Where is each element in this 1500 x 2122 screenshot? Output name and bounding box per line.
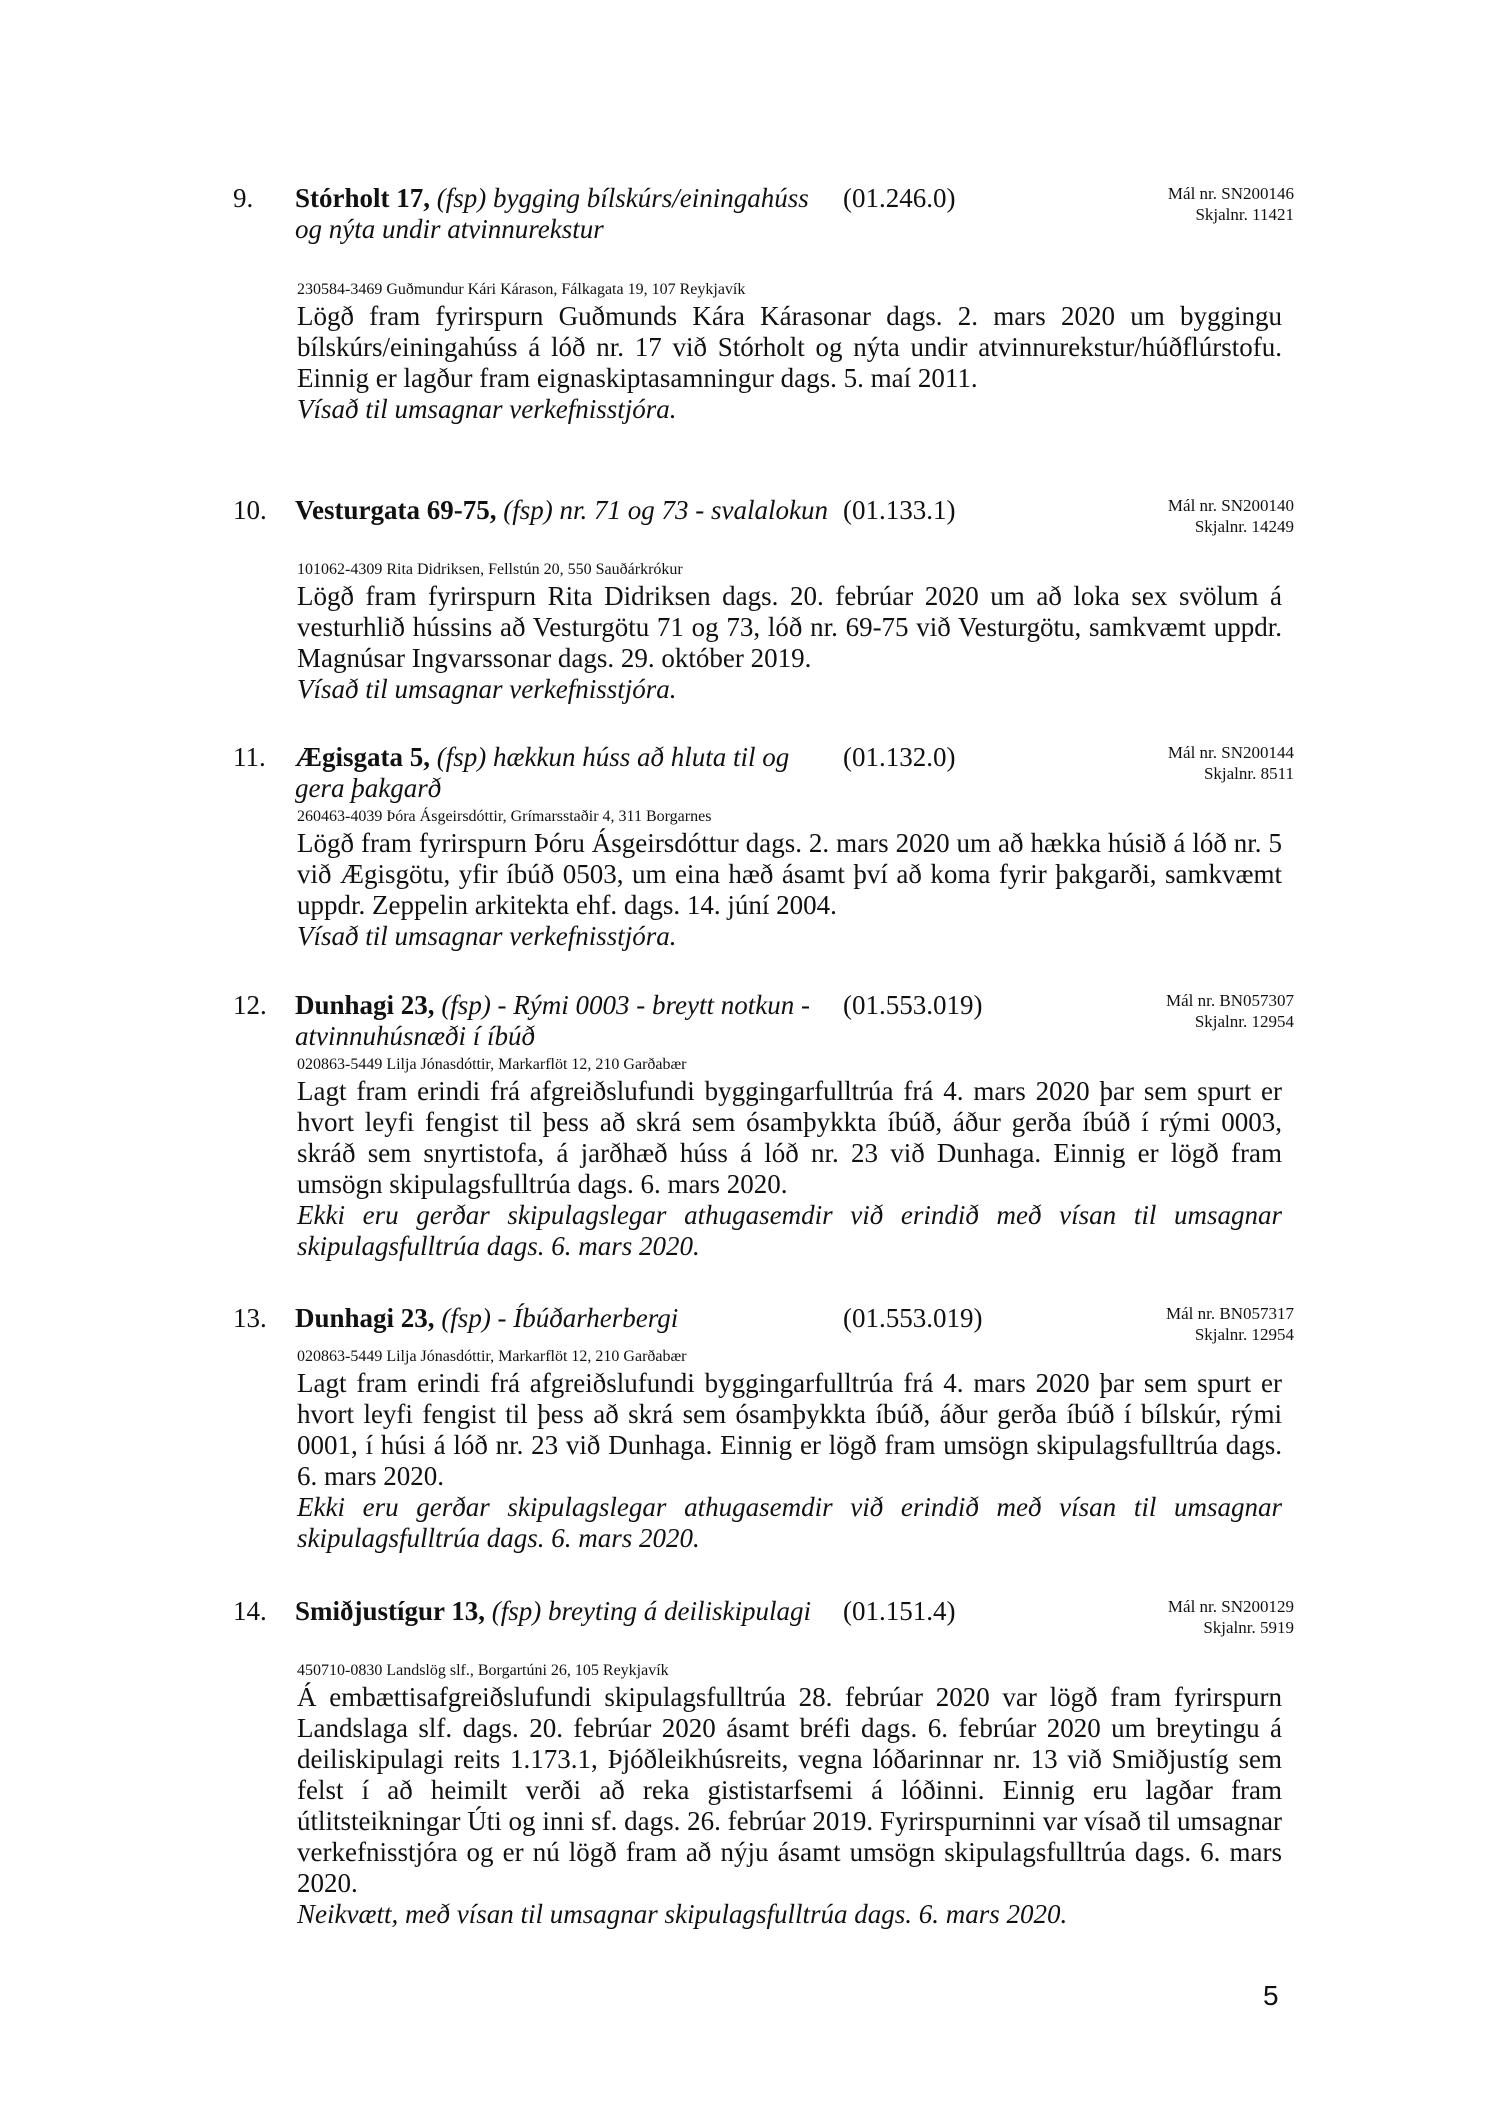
- item-street: Dunhagi 23,: [295, 1303, 435, 1333]
- case-number: Mál nr. SN200146: [1167, 184, 1294, 203]
- case-number: Mál nr. SN200140: [1167, 496, 1294, 515]
- item-description: Lögð fram fyrirspurn Þóru Ásgeirsdóttur dags. 2. mars 2020 um að hækka húsið á lóð nr. 5 við Ægisgötu, yfir íbúð 0503, um eina hæð ásamt því að koma fyrir þakgarði, samkvæmt uppdr. Zeppelin arkitekta ehf. dags. 14. júní 2004.: [297, 828, 1282, 920]
- item-subject: (fsp) nr. 71 og 73 - svalalokun: [503, 495, 828, 525]
- item-description: Lagt fram erindi frá afgreiðslufundi byggingarfulltrúa frá 4. mars 2020 þar sem spurt er hvort leyfi fengist til þess að skrá sem ósamþykkta íbúð, áður gerða íbúð í bílskúr, rými 0001, í húsi á lóð nr. 23 við Dunhaga. Einnig er lögð fram umsögn skipulagsfulltrúa dags. 6. mars 2020.: [297, 1368, 1282, 1491]
- item-subject: (fsp) - Rými 0003 - breytt notkun - atvinnuhúsnæði í íbúð: [295, 990, 810, 1051]
- item-conclusion: Vísað til umsagnar verkefnisstjóra.: [297, 921, 677, 951]
- item-body: [297, 1368, 1282, 1554]
- item-conclusion: Neikvætt, með vísan til umsagnar skipulagsfulltrúa dags. 6. mars 2020.: [297, 1899, 1068, 1929]
- item-body: [297, 828, 1282, 952]
- case-number: Mál nr. BN057307: [1166, 991, 1294, 1010]
- item-street: Stórholt 17,: [295, 183, 430, 213]
- item-code: (01.151.4): [843, 1596, 956, 1626]
- applicant-line: 101062-4309 Rita Didriksen, Fellstún 20, 550 Sauðárkrókur: [297, 561, 683, 578]
- case-reference: [1166, 1303, 1294, 1345]
- document-number: Skjalnr. 5919: [1203, 1618, 1294, 1637]
- item-title: [295, 183, 835, 245]
- item-subject: (fsp) - Íbúðarherbergi: [441, 1303, 679, 1333]
- item-code: (01.553.019): [843, 990, 983, 1020]
- item-title: [295, 1596, 835, 1627]
- item-conclusion: Vísað til umsagnar verkefnisstjóra.: [297, 674, 677, 704]
- case-reference: [1166, 990, 1294, 1032]
- item-title: [295, 495, 835, 526]
- item-description: Lögð fram fyrirspurn Guðmunds Kára Kárasonar dags. 2. mars 2020 um byggingu bílskúrs/einingahúss á lóð nr. 17 við Stórholt og nýta undir atvinnurekstur/húðflúrstofu. Einnig er lagður fram eignaskiptasamningur dags. 5. maí 2011.: [297, 301, 1282, 393]
- item-number: 14.: [233, 1596, 267, 1626]
- page-number: 5: [1263, 1980, 1279, 2011]
- case-reference: [1168, 1596, 1294, 1638]
- case-number: Mál nr. SN200129: [1167, 1597, 1294, 1616]
- case-number: Mál nr. BN057317: [1166, 1304, 1294, 1323]
- item-subject: (fsp) breyting á deiliskipulagi: [491, 1596, 811, 1626]
- item-body: [297, 1076, 1282, 1262]
- item-street: Smiðjustígur 13,: [295, 1596, 486, 1626]
- case-reference: [1168, 495, 1294, 537]
- item-description: Lagt fram erindi frá afgreiðslufundi byggingarfulltrúa frá 4. mars 2020 þar sem spurt er hvort leyfi fengist til þess að skrá sem ósamþykkta íbúð, áður gerða íbúð í rými 0003, skráð sem snyrtistofa, á jarðhæð húss á lóð nr. 23 við Dunhaga. Einnig er lögð fram umsögn skipulagsfulltrúa dags. 6. mars 2020.: [297, 1076, 1282, 1199]
- item-description: Lögð fram fyrirspurn Rita Didriksen dags. 20. febrúar 2020 um að loka sex svölum á vesturhlið hússins að Vesturgötu 71 og 73, lóð nr. 69-75 við Vesturgötu, samkvæmt uppdr. Magnúsar Ingvarssonar dags. 29. október 2019.: [297, 581, 1282, 673]
- item-title: [295, 1303, 835, 1334]
- document-number: Skjalnr. 12954: [1194, 1325, 1294, 1344]
- item-body: [297, 301, 1282, 425]
- item-number: 10.: [233, 495, 267, 525]
- item-number: 9.: [233, 183, 254, 213]
- case-reference: [1168, 742, 1294, 784]
- item-conclusion: Ekki eru gerðar skipulagslegar athugasemdir við erindið með vísan til umsagnar skipulagsfulltrúa dags. 6. mars 2020.: [297, 1200, 1282, 1261]
- item-street: Vesturgata 69-75,: [295, 495, 497, 525]
- case-number: Mál nr. SN200144: [1167, 743, 1294, 762]
- item-number: 12.: [233, 990, 267, 1020]
- item-code: (01.553.019): [843, 1303, 983, 1333]
- item-number: 11.: [233, 742, 266, 772]
- document-number: Skjalnr. 8511: [1203, 764, 1294, 783]
- item-conclusion: Vísað til umsagnar verkefnisstjóra.: [297, 394, 677, 424]
- item-code: (01.246.0): [843, 183, 956, 213]
- document-number: Skjalnr. 11421: [1195, 205, 1294, 224]
- item-body: [297, 581, 1282, 705]
- item-street: Dunhagi 23,: [295, 990, 435, 1020]
- item-code: (01.132.0): [843, 742, 956, 772]
- item-code: (01.133.1): [843, 495, 956, 525]
- document-number: Skjalnr. 14249: [1194, 517, 1294, 536]
- item-body: [297, 1682, 1282, 1930]
- applicant-line: 450710-0830 Landslög slf., Borgartúni 26, 105 Reykjavík: [297, 1662, 669, 1679]
- document-number: Skjalnr. 12954: [1194, 1012, 1294, 1031]
- applicant-line: 020863-5449 Lilja Jónasdóttir, Markarflöt 12, 210 Garðabær: [297, 1348, 687, 1365]
- applicant-line: 230584-3469 Guðmundur Kári Kárason, Fálkagata 19, 107 Reykjavík: [297, 281, 746, 298]
- item-subject: (fsp) bygging bílskúrs/einingahúss og nýta undir atvinnurekstur: [295, 183, 809, 244]
- item-title: [295, 990, 835, 1052]
- applicant-line: 260463-4039 Þóra Ásgeirsdóttir, Grímarsstaðir 4, 311 Borgarnes: [297, 808, 712, 825]
- case-reference: [1168, 183, 1294, 225]
- item-title: [295, 742, 835, 804]
- item-description: Á embættisafgreiðslufundi skipulagsfulltrúa 28. febrúar 2020 var lögð fram fyrirspurn Landslaga slf. dags. 20. febrúar 2020 ásamt bréfi dags. 6. febrúar 2020 um breytingu á deiliskipulagi reits 1.173.1, Þjóðleikhúsreits, vegna lóðarinnar nr. 13 við Smiðjustíg sem felst í að heimilt verði að reka gististarfsemi á lóðinni. Einnig eru lagðar fram útlitsteikningar Úti og inni sf. dags. 26. febrúar 2019. Fyrirspurninni var vísað til umsagnar verkefnisstjóra og er nú lögð fram að nýju ásamt umsögn skipulagsfulltrúa dags. 6. mars 2020.: [297, 1682, 1282, 1898]
- item-number: 13.: [233, 1303, 267, 1333]
- item-subject: (fsp) hækkun húss að hluta til og gera þakgarð: [295, 742, 790, 803]
- item-conclusion: Ekki eru gerðar skipulagslegar athugasemdir við erindið með vísan til umsagnar skipulagsfulltrúa dags. 6. mars 2020.: [297, 1492, 1282, 1553]
- applicant-line: 020863-5449 Lilja Jónasdóttir, Markarflöt 12, 210 Garðabær: [297, 1056, 687, 1073]
- item-street: Ægisgata 5,: [295, 742, 430, 772]
